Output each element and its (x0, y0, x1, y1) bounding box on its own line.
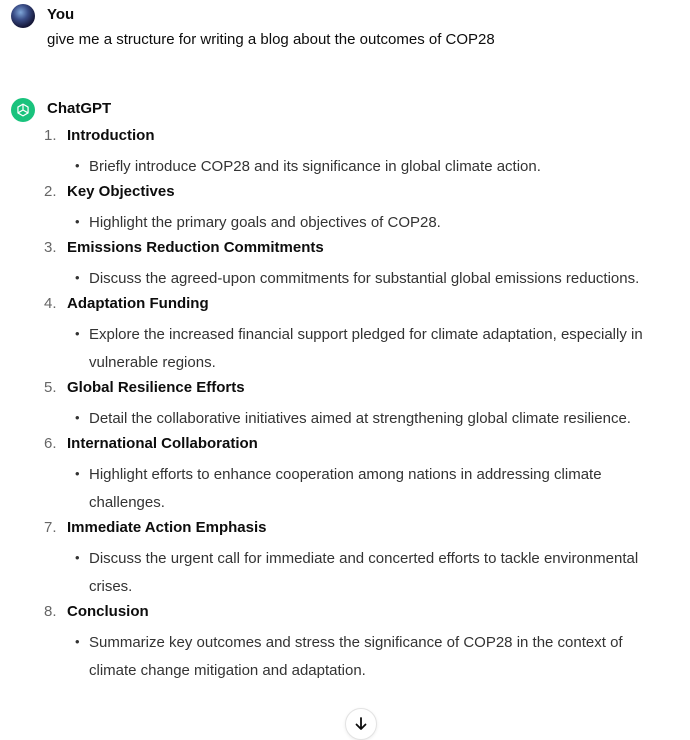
bullet-icon: • (75, 466, 80, 481)
item-title: Global Resilience Efforts (67, 379, 245, 396)
item-number: 6. (44, 435, 57, 452)
bullet-icon: • (75, 550, 80, 565)
item-number: 8. (44, 603, 57, 620)
assistant-avatar (11, 98, 35, 122)
list-item (0, 377, 690, 433)
item-detail: • Discuss the urgent call for immediate and concerted efforts to tackle environmental crises. (89, 545, 664, 601)
item-title: Introduction (67, 127, 155, 144)
item-detail: • Discuss the agreed-upon commitments for substantial global emissions reductions. (89, 265, 664, 293)
list-item (0, 293, 690, 377)
item-title: Emissions Reduction Commitments (67, 239, 324, 256)
list-item (0, 125, 690, 181)
bullet-icon: • (75, 410, 80, 425)
list-item (0, 517, 690, 601)
list-item (0, 433, 690, 517)
list-item (0, 601, 690, 685)
item-detail: • Highlight the primary goals and objectives of COP28. (89, 209, 664, 237)
bullet-icon: • (75, 326, 80, 341)
item-title: Conclusion (67, 603, 149, 620)
bullet-icon: • (75, 214, 80, 229)
item-title: Adaptation Funding (67, 295, 209, 312)
item-number: 3. (44, 239, 57, 256)
list-item (0, 181, 690, 237)
arrow-down-icon (353, 716, 369, 732)
item-number: 7. (44, 519, 57, 536)
item-detail: • Explore the increased financial support pledged for climate adaptation, especially in vulnerable regions. (89, 321, 664, 377)
scroll-to-bottom-button[interactable] (345, 708, 377, 740)
assistant-name: ChatGPT (47, 100, 112, 117)
item-number: 2. (44, 183, 57, 200)
user-name: You (47, 6, 75, 23)
item-detail: • Briefly introduce COP28 and its significance in global climate action. (89, 153, 664, 181)
item-title: International Collaboration (67, 435, 258, 452)
item-number: 1. (44, 127, 57, 144)
user-avatar (11, 4, 35, 28)
item-title: Immediate Action Emphasis (67, 519, 267, 536)
bullet-icon: • (75, 270, 80, 285)
item-detail: • Summarize key outcomes and stress the significance of COP28 in the context of climate change mitigation and adaptation. (89, 629, 664, 685)
user-message: give me a structure for writing a blog about the outcomes of COP28 (47, 31, 495, 48)
openai-logo-icon (15, 102, 31, 118)
item-title: Key Objectives (67, 183, 175, 200)
item-number: 4. (44, 295, 57, 312)
item-number: 5. (44, 379, 57, 396)
bullet-icon: • (75, 158, 80, 173)
response-list (0, 125, 690, 685)
item-detail: • Detail the collaborative initiatives aimed at strengthening global climate resilience. (89, 405, 664, 433)
bullet-icon: • (75, 634, 80, 649)
item-detail: • Highlight efforts to enhance cooperation among nations in addressing climate challenges. (89, 461, 664, 517)
list-item (0, 237, 690, 293)
